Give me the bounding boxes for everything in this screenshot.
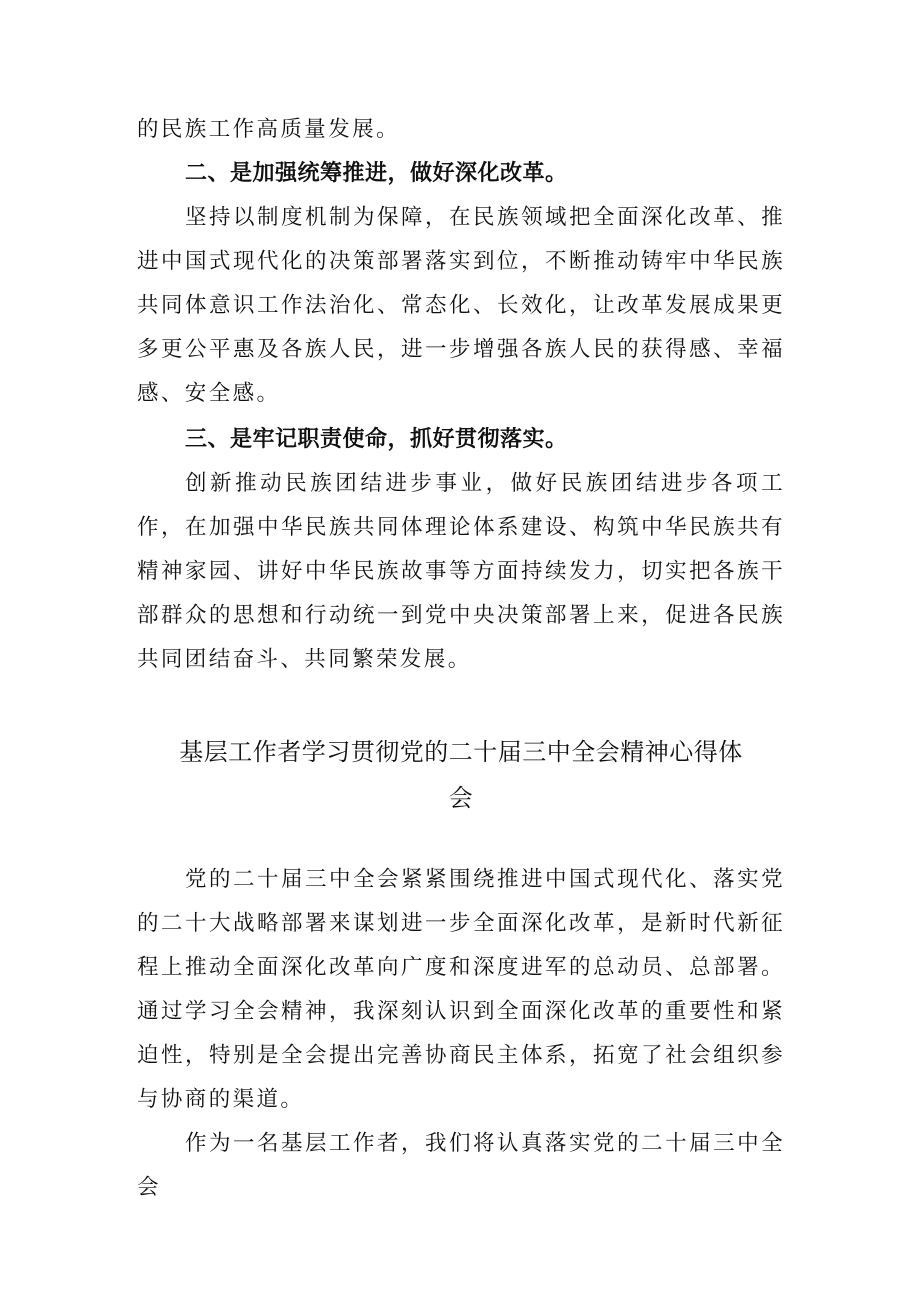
section-heading-2: 二、是加强统筹推进，做好深化改革。 bbox=[185, 161, 568, 186]
article-paragraph-2: 作为一名基层工作者，我们将认真落实党的二十届三中全会 bbox=[137, 1131, 785, 1200]
article-paragraph-1: 党的二十届三中全会紧紧围绕推进中国式现代化、落实党的二十大战略部署来谋划进一步全面深化改革，是新时代新征程上推动全面深化改革向广度和深度进军的总动员、总部署。通过学习全会精神，我深刻认识到全面深化改革的重要性和紧迫性，特别是全会提出完善协商民主体系，拓宽了社会组织参与协商的渠道。 bbox=[137, 867, 785, 1112]
article-title-line-1: 基层工作者学习贯彻党的二十届三中全会精神心得体 bbox=[179, 738, 743, 766]
section-body-2: 坚持以制度机制为保障，在民族领域把全面深化改革、推进中国式现代化的决策部署落实到位，不断推动铸牢中华民族共同体意识工作法治化、常态化、长效化，让改革发展成果更多更公平惠及各族人民，进一步增强各族人民的获得感、幸福感、安全感。 bbox=[137, 205, 785, 406]
paragraph-continuation: 的民族工作高质量发展。 bbox=[137, 117, 400, 142]
section-heading-3: 三、是牢记职责使命，抓好贯彻落实。 bbox=[185, 427, 568, 452]
section-body-3: 创新推动民族团结进步事业，做好民族团结进步各项工作，在加强中华民族共同体理论体系建设、构筑中华民族共有精神家园、讲好中华民族故事等方面持续发力，切实把各族干部群众的思想和行动统一到党中央决策部署上来，促进各民族共同团结奋斗、共同繁荣发展。 bbox=[137, 471, 785, 672]
article-title-line-2: 会 bbox=[448, 784, 474, 812]
